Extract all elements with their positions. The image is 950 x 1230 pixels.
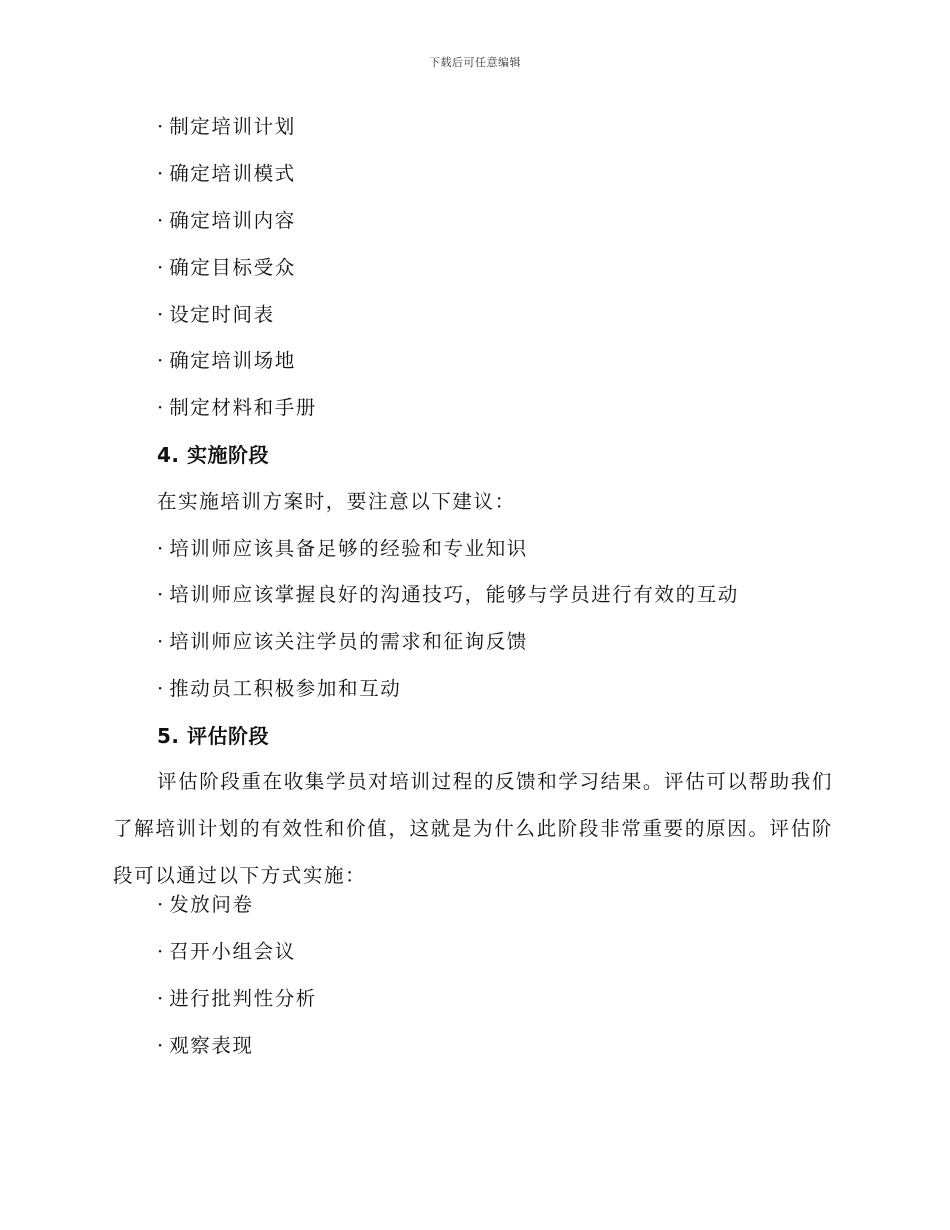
- list-item: [157, 986, 317, 1012]
- bullet-dot: ·: [157, 677, 164, 700]
- section-heading: 4. 实施阶段: [157, 443, 269, 467]
- bullet-dot: ·: [157, 1034, 164, 1057]
- list-item: [157, 348, 296, 374]
- bullet-dot: ·: [157, 349, 164, 372]
- list-item-text: 确定培训内容: [169, 209, 296, 232]
- list-item-text: 制定培训计划: [169, 115, 296, 138]
- list-item: [157, 208, 296, 234]
- list-item: [157, 582, 739, 608]
- list-item: [157, 255, 296, 281]
- bullet-dot: ·: [157, 303, 164, 326]
- list-item: [157, 114, 296, 140]
- list-item: [157, 676, 401, 702]
- list-item-text: 确定培训场地: [169, 349, 296, 372]
- list-item: [157, 892, 254, 918]
- bullet-dot: ·: [157, 115, 164, 138]
- bullet-dot: ·: [157, 630, 164, 653]
- list-item-text: 确定培训模式: [169, 162, 296, 185]
- list-item: [157, 536, 528, 562]
- bullet-dot: ·: [157, 209, 164, 232]
- list-item-text: 设定时间表: [169, 303, 275, 326]
- bullet-dot: ·: [157, 893, 164, 916]
- section-heading: 5. 评估阶段: [157, 724, 269, 748]
- list-item-text: 推动员工积极参加和互动: [169, 677, 402, 700]
- bullet-dot: ·: [157, 940, 164, 963]
- list-item-text: 发放问卷: [169, 893, 254, 916]
- list-item-text: 确定目标受众: [169, 256, 296, 279]
- list-item-text: 召开小组会议: [169, 940, 296, 963]
- list-item-text: 制定材料和手册: [169, 396, 317, 419]
- list-item: [157, 939, 296, 965]
- bullet-dot: ·: [157, 537, 164, 560]
- list-item: [157, 1033, 254, 1059]
- list-item: [157, 629, 528, 655]
- bullet-dot: ·: [157, 987, 164, 1010]
- list-item-text: 观察表现: [169, 1034, 254, 1057]
- list-item-text: 培训师应该掌握良好的沟通技巧，能够与学员进行有效的互动: [169, 583, 739, 606]
- section-intro: 在实施培训方案时，要注意以下建议：: [157, 490, 516, 513]
- list-item: [157, 161, 296, 187]
- bullet-dot: ·: [157, 162, 164, 185]
- bullet-dot: ·: [157, 396, 164, 419]
- list-item: [157, 395, 317, 421]
- bullet-dot: ·: [157, 583, 164, 606]
- page-header: 下载后可任意编辑: [429, 56, 521, 69]
- bullet-dot: ·: [157, 256, 164, 279]
- list-item: [157, 302, 275, 328]
- list-item-text: 培训师应该具备足够的经验和专业知识: [169, 537, 528, 560]
- section-paragraph: 评估阶段重在收集学员对培训过程的反馈和学习结果。评估可以帮助我们了解培训计划的有效性和价值，这就是为什么此阶段非常重要的原因。评估阶段可以通过以下方式实施：: [113, 770, 833, 887]
- list-item-text: 培训师应该关注学员的需求和征询反馈: [169, 630, 528, 653]
- list-item-text: 进行批判性分析: [169, 987, 317, 1010]
